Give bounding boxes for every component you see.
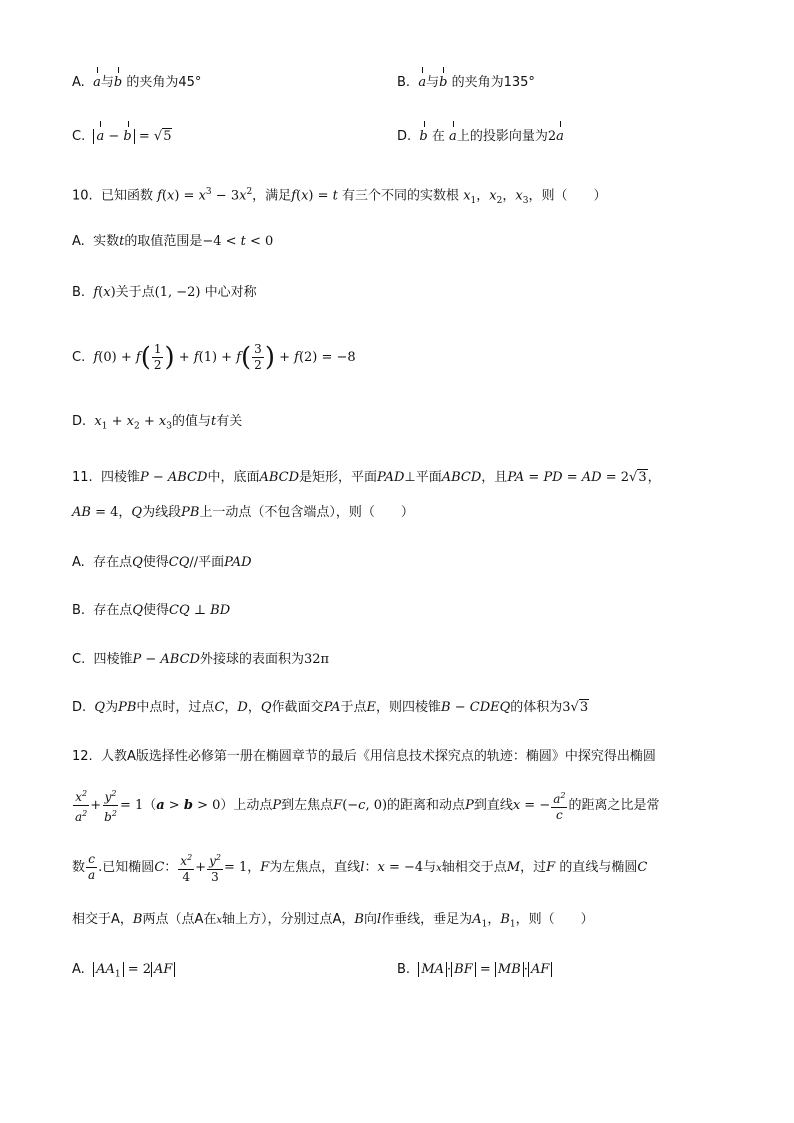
q9-option-c: C. a − b = √5 [72, 127, 172, 147]
q10-option-d: D. $x_1 + x_2 + x_3$的值与t有关 [72, 414, 243, 432]
q11-option-c: C. 四棱锥P − ABCD外接球的表面积为32π [72, 652, 330, 667]
q9-option-a: A. a与b 的夹角为45° [72, 73, 201, 93]
q10-option-a: A. 实数t的取值范围是−4 < t < 0 [72, 234, 274, 249]
q11-stem-line1: 11. 四棱锥P − ABCD中，底面ABCD是矩形，平面PAD⊥平面ABCD，且PA = PD = AD = 2√3， [72, 470, 661, 485]
q10-stem: 10. 已知函数 $f(x) = x^3 - 3x^2$，满足f(x) = t 有三个不同的实数根 $x_1$，$x_2$，$x_3$，则（ ） [72, 187, 607, 206]
q12-option-a: A. $AA_1 = 2$ AF [72, 960, 175, 985]
q12-option-b: B. MA · BF = MB · AF [397, 960, 552, 980]
q11-option-d: D. Q为PB中点时，过点C，D，Q作截面交PA于点E，则四棱锥B − CDEQ的体积为3√3 [72, 700, 589, 715]
q11-stem-line2: AB = 4，Q为线段PB上一动点（不包含端点），则（ ） [72, 505, 414, 520]
q11-option-a: A. 存在点Q使得CQ//平面PAD [72, 555, 252, 570]
q12-stem-line1: 12. 人教A版选择性必修第一册在椭圆章节的最后《用信息技术探究点的轨迹：椭圆》中探究得出椭圆 [72, 749, 656, 764]
q11-option-b: B. 存在点Q使得CQ ⊥ BD [72, 603, 231, 618]
q9-option-d: D. b 在 a上的投影向量为2a [397, 127, 564, 147]
q9-option-b: B. a与b 的夹角为135° [397, 73, 535, 93]
q12-stem-line4: 相交于A，B两点（点A在x轴上方），分别过点A，B向l作垂线，垂足为$A_1$，$B_1$，则（ ） [72, 912, 594, 930]
q10-option-b: B. f(x)关于点(1, −2) 中心对称 [72, 285, 257, 300]
q12-stem-line2: $\frac{x^2}{a^2}$ + $\frac{y^2}{b^2}$ = 1（a > b > 0）上动点P到左焦点F(−c, 0)的距离和动点P到直线x = − $\frac{a^2}{c}$ 的距离之比是常 [72, 786, 660, 826]
q12-stem-line3: 数 $\frac{c}{a}$ .已知椭圆C： $\frac{x^2}{4}$ + $\frac{y^2}{3}$ = 1，F为左焦点，直线l：x = −4与x轴相交于点M，过F 的直线与椭圆C [72, 852, 648, 884]
q10-option-c: C. f(0) + f( $\frac{1}{2}$ ) + f(1) + f( $\frac{3}{2}$ ) + f(2) = −8 [72, 342, 356, 373]
